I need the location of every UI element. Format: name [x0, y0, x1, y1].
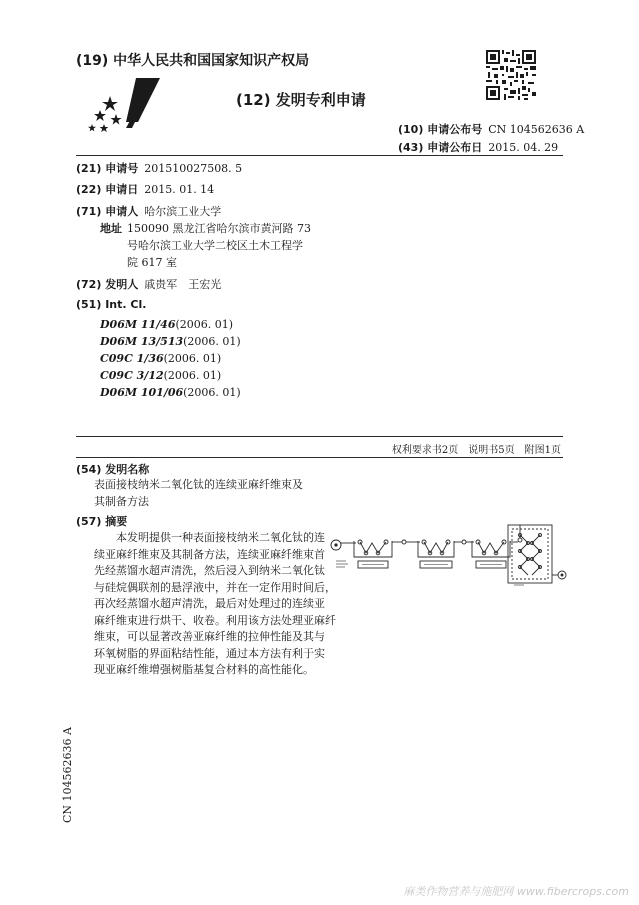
cnipa-logo — [80, 72, 172, 134]
ultrasonic-tank-2 — [472, 540, 510, 568]
ipc-entry: C09C 1/36(2006. 01) — [100, 352, 222, 365]
ipc-entry: D06M 13/513(2006. 01) — [100, 335, 241, 348]
ipc-list — [100, 316, 241, 401]
pages-info: 权利要求书2页 说明书5页 附图1页 — [391, 445, 561, 456]
ipc-label: (51) Int. Cl. — [76, 298, 147, 311]
website-watermark: 麻类作物营养与施肥网 www.fibercrops.com — [403, 885, 629, 898]
address-line: 号哈尔滨工业大学二校区土木工程学 — [127, 239, 303, 252]
tio2-tank — [418, 540, 454, 568]
title-label: (54) 发明名称 — [76, 463, 150, 476]
title-line: 表面接枝纳米二氧化钛的连续亚麻纤维束及 — [94, 478, 303, 491]
abstract-line: 再次经蒸馏水超声清洗，最后对处理过的连续亚 — [94, 597, 325, 610]
abstract-line: 与硅烷偶联剂的悬浮液中，并在一定作用时间后， — [94, 580, 336, 594]
ipc-entry: D06M 11/46(2006. 01) — [100, 318, 234, 331]
abstract-line: 续亚麻纤维束及其制备方法，连续亚麻纤维束首 — [94, 547, 325, 561]
ipc-entry: D06M 101/06(2006. 01) — [100, 386, 241, 399]
abstract-line: 麻纤维束进行烘干、收卷。利用该方法处理亚麻纤 — [94, 613, 336, 627]
abstract-line: 先经蒸馏水超声清洗，然后浸入到纳米二氧化钛 — [94, 564, 325, 577]
title-line: 其制备方法 — [94, 495, 149, 508]
application-date: (22) 申请日 2015. 01. 14 — [76, 183, 215, 196]
office-name: (19) 中华人民共和国国家知识产权局 — [76, 53, 310, 69]
address-line: 院 617 室 — [127, 256, 177, 269]
ipc-entry: C09C 3/12(2006. 01) — [100, 369, 222, 382]
application-number: (21) 申请号 201510027508. 5 — [76, 162, 243, 175]
drying-oven — [508, 525, 552, 583]
header-rule — [76, 155, 563, 156]
ultrasonic-tank-1 — [354, 540, 392, 568]
applicant: (71) 申请人 哈尔滨工业大学 — [76, 205, 222, 218]
abstract-line: 本发明提供一种表面接枝纳米二氧化钛的连 — [116, 531, 325, 544]
side-publication-number-wrapper — [61, 713, 73, 823]
abstract-line: 维束，可以显著改善亚麻纤维的拉伸性能及其与 — [94, 630, 325, 643]
publication-date: (43) 申请公布日 2015. 04. 29 — [398, 141, 559, 154]
abstract-line: 环氧树脂的界面粘结性能，通过本方法有利于实 — [94, 646, 325, 660]
inventors: (72) 发明人 戚贵军 王宏光 — [76, 278, 222, 291]
abstract-line: 现亚麻纤维增强树脂基复合材料的高性能化。 — [94, 663, 314, 676]
address-label: 地址 — [100, 222, 122, 235]
pages-rule-bottom — [76, 457, 563, 458]
takeup-roll-icon — [558, 571, 566, 579]
address-line: 150090 黑龙江省哈尔滨市黄河路 73 — [127, 222, 311, 235]
invention-title — [94, 476, 303, 510]
process-figure — [328, 521, 568, 589]
pages-rule-top — [76, 436, 563, 437]
document-type: (12) 发明专利申请 — [236, 91, 366, 109]
address-block — [127, 220, 311, 271]
unwind-roll-icon — [331, 540, 341, 550]
abstract-label: (57) 摘要 — [76, 515, 128, 528]
publication-number: (10) 申请公布号 CN 104562636 A — [398, 123, 585, 136]
side-publication-number: CN 104562636 A — [61, 727, 74, 823]
abstract-text — [94, 530, 336, 679]
qr-code — [486, 50, 536, 100]
